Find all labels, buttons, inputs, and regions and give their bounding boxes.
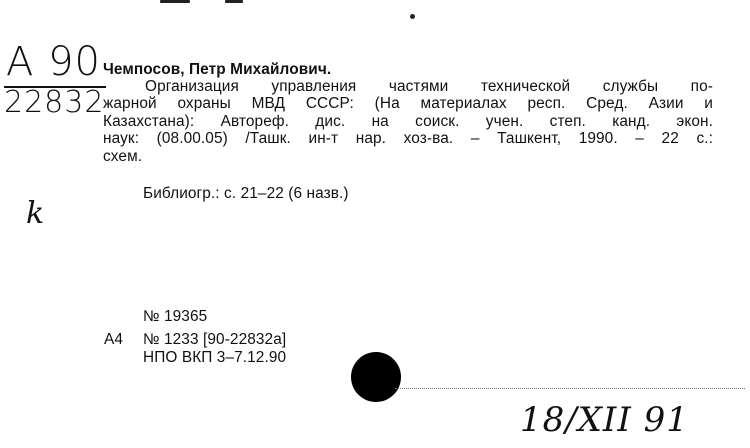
ink-speck (160, 0, 190, 3)
ink-speck (410, 14, 415, 19)
title-line: жарной охраны МВД СССР: (На материалах респ. Сред. Азии и (103, 95, 713, 113)
author-heading: Чемпосов, Петр Михайлович. (103, 61, 332, 78)
title-line: схем. (103, 147, 143, 165)
title-line: наук: (08.00.05) /Ташк. ин-т нар. хоз-ва. – Ташкент, 1990. – 22 с.: (103, 130, 713, 148)
accession-number: № 19365 (143, 308, 208, 325)
shelf-code: А4 (104, 331, 124, 348)
handwritten-initial: k (26, 196, 46, 231)
handwritten-shelf-mark: A 90 (6, 39, 101, 85)
bibliography-note: Библиогр.: с. 21–22 (6 назв.) (143, 185, 349, 202)
handwritten-date: 18/XII 91 (520, 400, 689, 440)
handwritten-inventory-number: 22832 (4, 85, 105, 120)
ink-speck (225, 0, 243, 3)
title-line: Казахстана): Автореф. дис. на соиск. учен. степ. канд. экон. (103, 112, 713, 130)
title-description (103, 78, 713, 165)
punch-hole (351, 352, 401, 402)
dotted-rule (395, 388, 745, 391)
reference-number: № 1233 [90-22832а] (143, 331, 287, 348)
publisher-line: НПО ВКП 3–7.12.90 (143, 349, 287, 366)
title-line: Организация управления частями технической службы по- (145, 78, 713, 95)
